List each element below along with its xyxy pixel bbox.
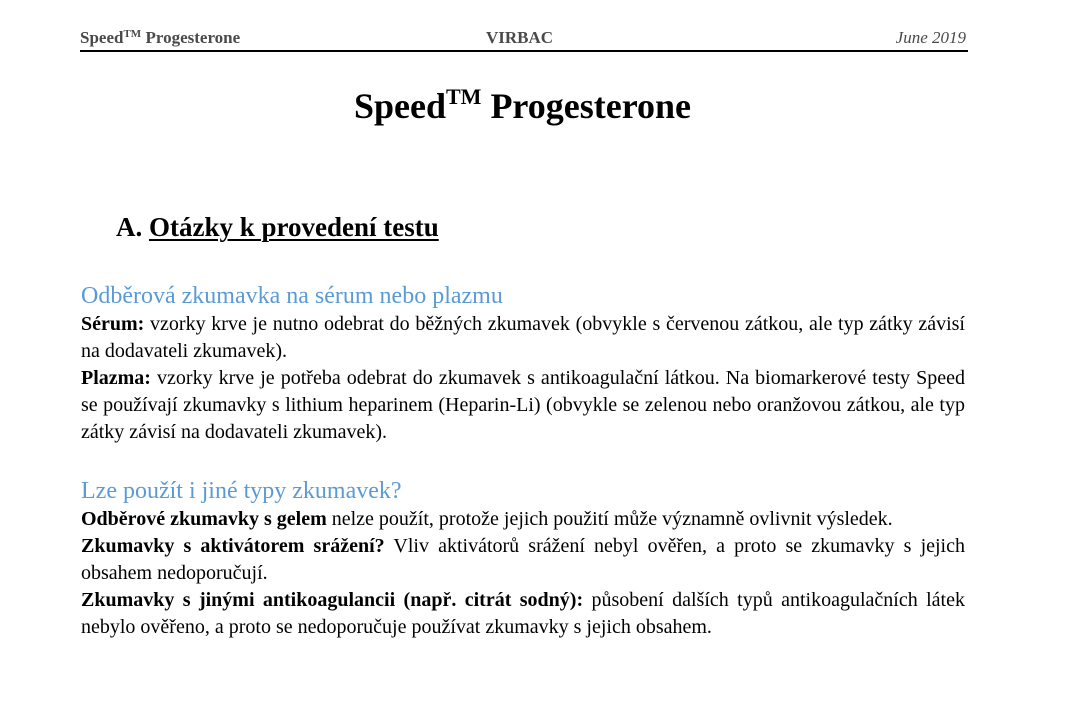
section-number: A. <box>116 212 143 242</box>
header-product-name: Speed™ Progesterone <box>80 28 241 47</box>
section-heading <box>116 212 439 243</box>
section-title: Otázky k provedení testu <box>149 212 439 242</box>
paragraph-serum: Sérum: vzorky krve je nutno odebrat do běžných zkumavek (obvykle s červenou zátkou, ale typ zátky závisí na dodavateli zkumavek). <box>81 313 965 362</box>
header-date: June 2019 <box>895 28 966 47</box>
header-company: VIRBAC <box>486 28 554 47</box>
block-other-tubes <box>81 476 965 641</box>
subheading-sample-tube: Odběrová zkumavka na sérum nebo plazmu <box>81 283 503 309</box>
paragraph-clot-activator: Zkumavky s aktivátorem srážení? Vliv aktivátorů srážení nebyl ověřen, a proto se zkumavky s jejich obsahem nedoporučují. <box>81 535 965 584</box>
paragraph-plasma: Plazma: vzorky krve je potřeba odebrat do zkumavek s antikoagulační látkou. Na biomarkerové testy Speed se používají zkumavky s lithium heparinem (Heparin-Li) (obvykle se zelenou nebo oranžovou zátkou, ale typ zátky závisí na dodavateli zkumavek). <box>81 367 965 443</box>
paragraph-gel-tubes: Odběrové zkumavky s gelem nelze použít, protože jejich použití může významně ovlivnit výsledek. <box>81 508 893 530</box>
running-header <box>80 26 968 52</box>
paragraph-other-anticoagulants: Zkumavky s jinými antikoagulancii (např. citrát sodný): působení dalších typů antikoagulačních látek nebylo ověřeno, a proto se nedoporučuje používat zkumavky s jejich obsahem. <box>81 589 965 638</box>
document-title: Speed™ Progesterone <box>353 84 692 126</box>
subheading-other-tubes: Lze použít i jiné typy zkumavek? <box>81 478 402 504</box>
block-sample-tube <box>81 281 965 446</box>
